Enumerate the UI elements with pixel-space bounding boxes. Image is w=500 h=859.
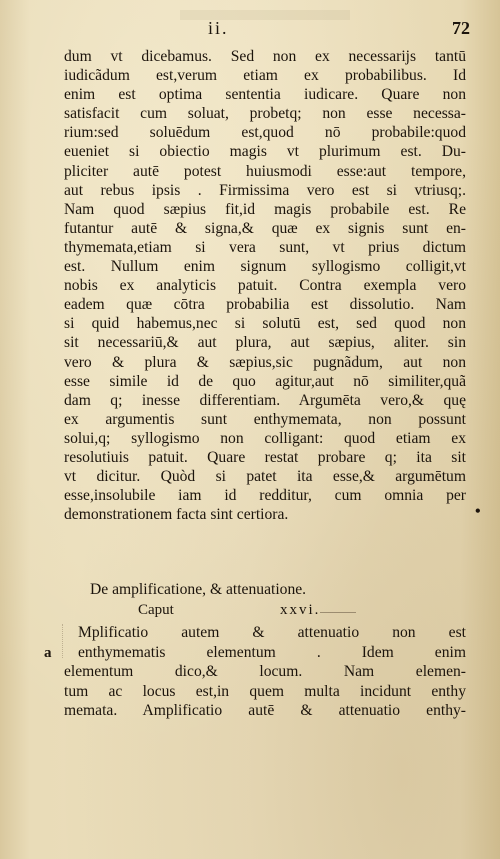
text-line: enim est optima sententia iudicare. Quare non bbox=[64, 86, 466, 104]
text-line: esse simile id de quo agitur,aut nō similiter,quã bbox=[64, 372, 466, 390]
section-heading: De amplificatione, & attenuatione. bbox=[90, 581, 307, 598]
text-line: ex argumentis sunt enthymemata, non possunt bbox=[64, 410, 466, 428]
chapter-number: xxvi. bbox=[280, 602, 321, 618]
text-line: vero & plura & sæpius,sic pugnãdum, aut non bbox=[64, 353, 466, 371]
page-number: 72 bbox=[452, 18, 470, 38]
chapter-rule bbox=[320, 612, 356, 613]
running-header bbox=[60, 14, 470, 44]
chapter-title bbox=[112, 602, 352, 622]
text-line: resolutiuis patuit. Quare restat probare q; ita sit bbox=[64, 448, 466, 466]
section-text bbox=[64, 623, 466, 721]
text-line: elementum dico,& locum. Nam elemen- bbox=[64, 663, 466, 681]
text-line: pliciter autē potest huiusmodi esse:aut tempore, bbox=[64, 162, 466, 180]
text-line: memata. Amplificatio autē & attenuatio enthy- bbox=[64, 702, 466, 720]
text-line: satisfacit cum soluat, probetq; non esse necessa- bbox=[64, 105, 466, 123]
text-line: sit necessariū,& aut plura, aut sæpius, aliter. sin bbox=[64, 334, 466, 352]
text-line: dam q; inesse differentiam. Argumēta vero,& quę bbox=[64, 391, 466, 409]
text-line: eadem quæ cōtra probabilia est dissolutio. Nam bbox=[64, 296, 466, 314]
text-line: dum vt dicebamus. Sed non ex necessarijs tantū bbox=[64, 48, 466, 65]
text-line: rium:sed soluēdum est,quod nō probabile:quod bbox=[64, 124, 466, 142]
body-text bbox=[64, 47, 466, 524]
text-line: aut rebus ipsis . Firmissima vero est si vtriusq;. bbox=[64, 181, 466, 199]
text-line: vt dicitur. Quòd si patet ita esse,& argumētum bbox=[64, 468, 466, 486]
margin-letter: a bbox=[44, 645, 52, 661]
text-line: thymemata,etiam si vera sunt, vt prius dictum bbox=[64, 238, 466, 256]
text-line: est. Nullum enim signum syllogismo colligit,vt bbox=[64, 258, 466, 276]
text-line: enthymematis elementum . Idem enim bbox=[78, 643, 466, 661]
text-line: esse,insolubile iam id redditur, cum omnia per bbox=[64, 487, 466, 505]
margin-dot-mark: • bbox=[475, 503, 481, 520]
text-line: Mplificatio autem & attenuatio non est bbox=[78, 624, 466, 641]
text-line: tum ac locus est,in quem multa incidunt enthy bbox=[64, 682, 466, 700]
text-line: eueniet si obiectio magis vt plurimum est. Du- bbox=[64, 143, 466, 161]
text-line: si quid habemus,nec si solutū est, sed quod non bbox=[64, 315, 466, 333]
text-line: nobis ex analyticis patuit. Contra exempla vero bbox=[64, 277, 466, 295]
text-line: Nam quod sæpius fit,id magis probabile est. Re bbox=[64, 200, 466, 218]
text-line: solui,q; syllogismo non colligant: quod etiam ex bbox=[64, 429, 466, 447]
chapter-label: Caput bbox=[138, 602, 174, 618]
text-line: iudicãdum est,verum etiam ex probabilibus. Id bbox=[64, 67, 466, 85]
text-line: futantur autē & signa,& quæ ex signis sunt en- bbox=[64, 219, 466, 237]
text-line: demonstrationem facta sint certiora. bbox=[64, 506, 289, 524]
signature-mark: ii. bbox=[208, 18, 229, 38]
